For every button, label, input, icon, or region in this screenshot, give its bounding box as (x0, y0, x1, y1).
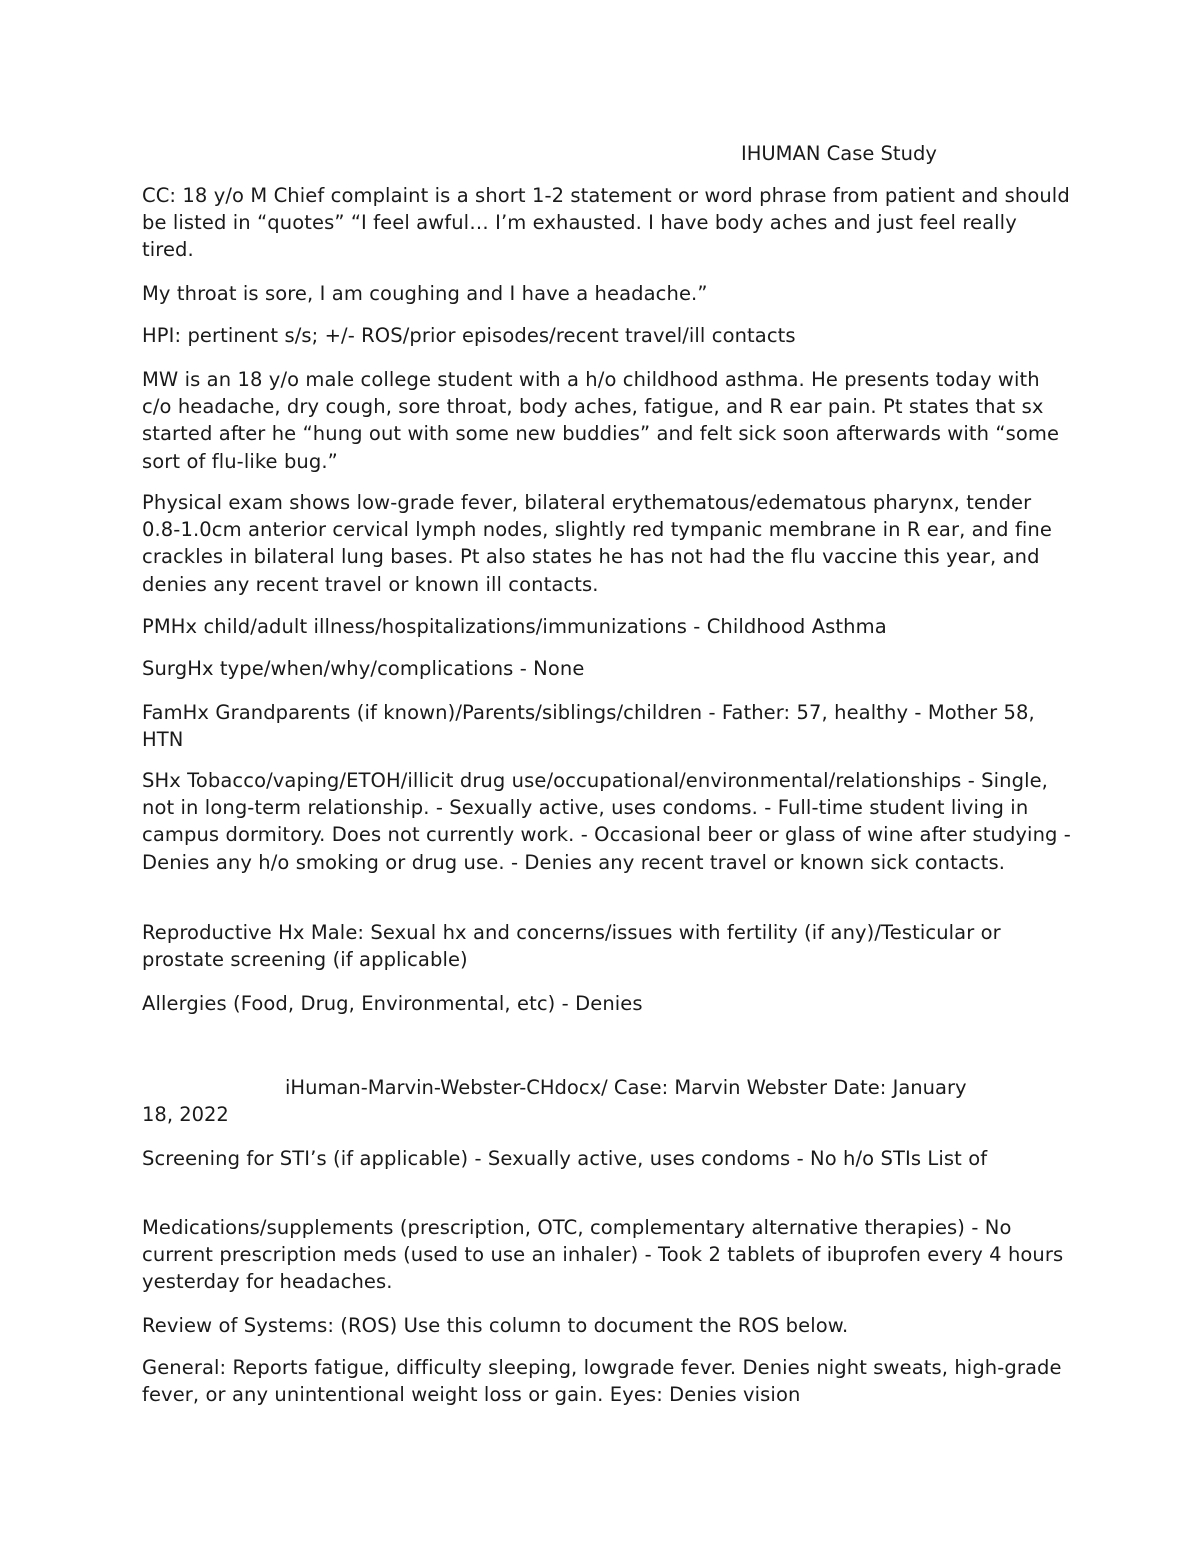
surghx-paragraph: SurgHx type/when/why/complications - None (142, 657, 585, 680)
document-title: IHUMAN Case Study (741, 142, 937, 165)
hpi-narrative-paragraph: MW is an 18 y/o male college student with a h/o childhood asthma. He presents today with c/o headache, dry cough, sore throat, body aches, fatigue, and R ear pain. Pt states that sx started after he “hung out with some new buddies” and felt sick soon afterwards with “some sort of flu-like bug.” (142, 368, 1060, 473)
shx-paragraph: SHx Tobacco/vaping/ETOH/illicit drug use/occupational/environmental/relationships - Single, not in long-term relationship. - Sexually active, uses condoms. - Full-time student living in campus dormitory. Does not currently work. - Occasional beer or glass of wine after studying - Denies any h/o smoking or drug use. - Denies any recent travel or known sick contacts. (142, 769, 1071, 874)
medications-paragraph: Medications/supplements (prescription, OTC, complementary alternative therapies) - No current prescription meds (used to use an inhaler) - Took 2 tablets of ibuprofen every 4 hours yesterday for headaches. (142, 1216, 1064, 1294)
chief-complaint-quote-paragraph: My throat is sore, I am coughing and I have a headache.” (142, 282, 708, 305)
hpi-heading-paragraph: HPI: pertinent s/s; +/- ROS/prior episodes/recent travel/ill contacts (142, 324, 796, 347)
sti-screening-paragraph: Screening for STI’s (if applicable) - Sexually active, uses condoms - No h/o STIs List of (142, 1147, 988, 1170)
case-info-date-continuation: 18, 2022 (142, 1103, 229, 1126)
reproductive-hx-paragraph: Reproductive Hx Male: Sexual hx and concerns/issues with fertility (if any)/Testicular or prostate screening (if applicable) (142, 921, 1001, 972)
physical-exam-paragraph: Physical exam shows low-grade fever, bilateral erythematous/edematous pharynx, tender 0.8-1.0cm anterior cervical lymph nodes, slightly red tympanic membrane in R ear, and fine crackles in bilateral lung bases. Pt also states he has not had the flu vaccine this year, and denies any recent travel or known ill contacts. (142, 491, 1052, 596)
ros-general-paragraph: General: Reports fatigue, difficulty sleeping, lowgrade fever. Denies night sweats, high-grade fever, or any unintentional weight loss or gain. Eyes: Denies vision (142, 1356, 1062, 1407)
ros-heading-paragraph: Review of Systems: (ROS) Use this column to document the ROS below. (142, 1314, 849, 1337)
pmhx-paragraph: PMHx child/adult illness/hospitalizations/immunizations - Childhood Asthma (142, 615, 887, 638)
chief-complaint-paragraph: CC: 18 y/o M Chief complaint is a short 1-2 statement or word phrase from patient and should be listed in “quotes” “I feel awful… I’m exhausted. I have body aches and just feel really tired. (142, 184, 1070, 262)
allergies-paragraph: Allergies (Food, Drug, Environmental, etc) - Denies (142, 992, 643, 1015)
case-info-line: iHuman-Marvin-Webster-CHdocx/ Case: Marvin Webster Date: January (285, 1076, 967, 1099)
famhx-paragraph: FamHx Grandparents (if known)/Parents/siblings/children - Father: 57, healthy - Mother 58, HTN (142, 701, 1035, 752)
